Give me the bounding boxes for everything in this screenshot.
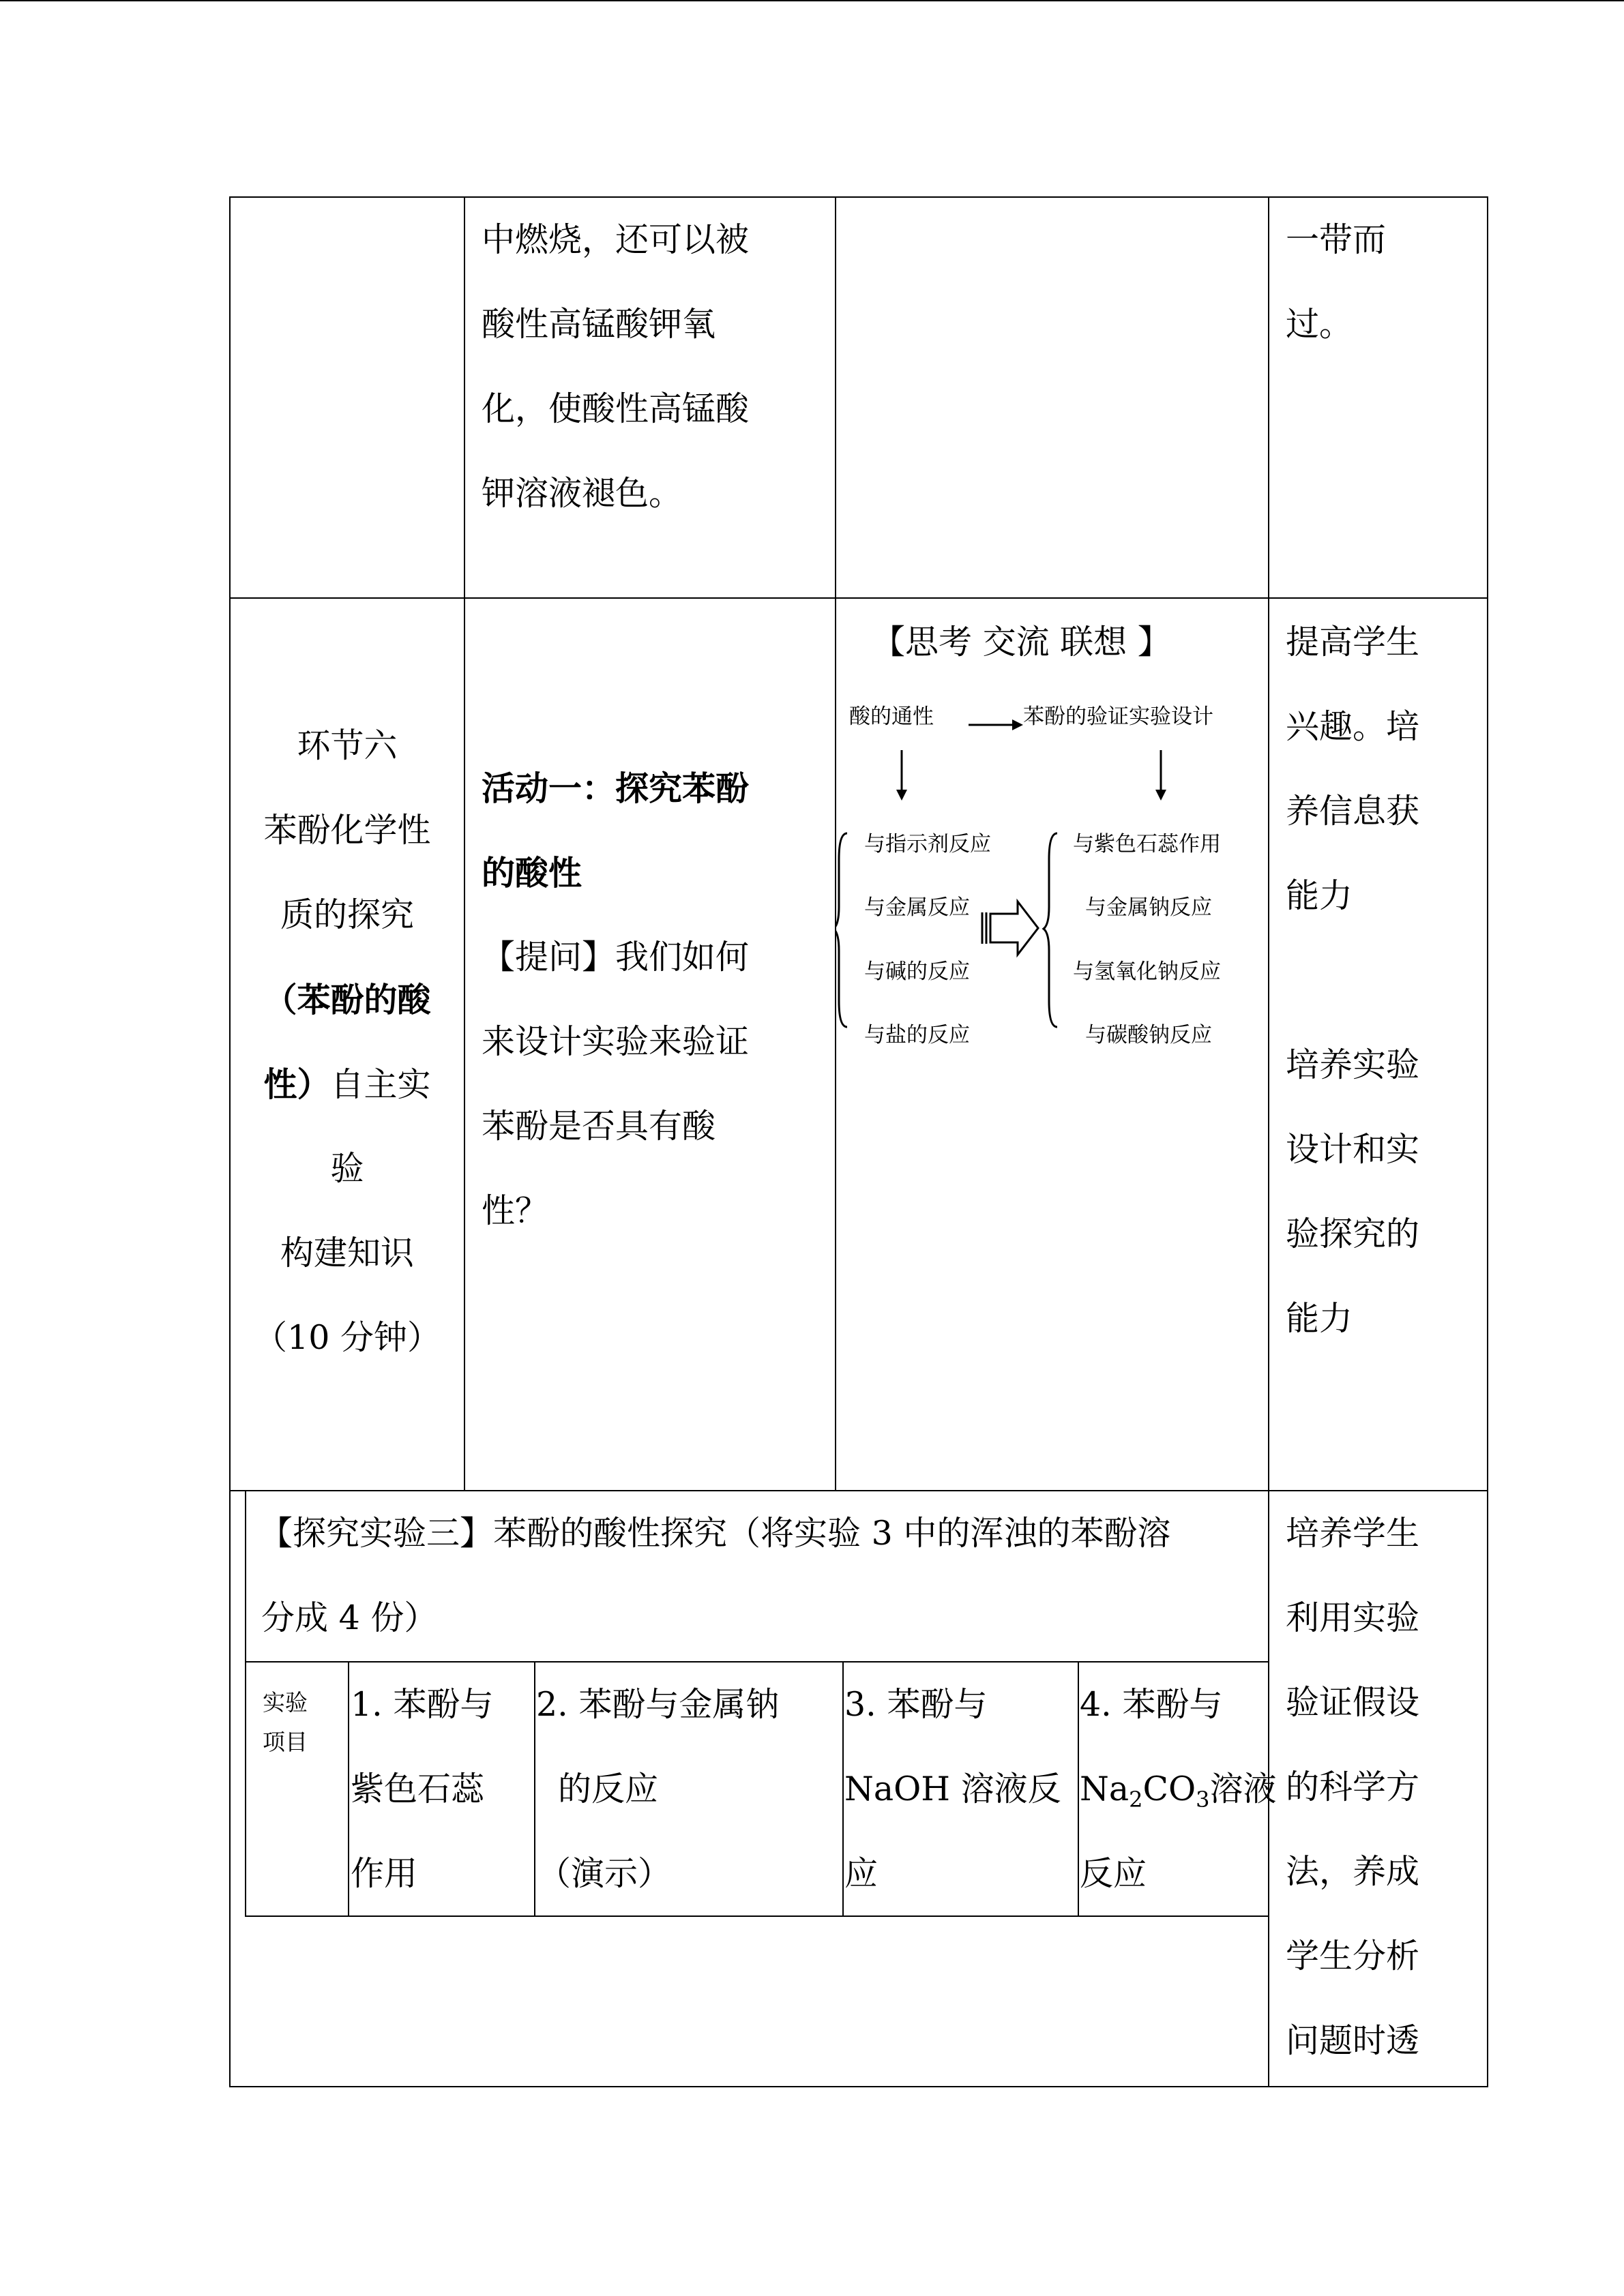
- diagram-right-item: 与紫色石蕊作用: [1073, 832, 1221, 856]
- design-intent-line: 验证假设: [1286, 1683, 1420, 1722]
- experiment-cell: NaOH 溶液反: [844, 1770, 1061, 1808]
- table-bottom-border: [229, 2086, 1488, 2087]
- inner-table-left: [245, 1491, 246, 1917]
- activity-title: 的酸性: [482, 853, 582, 893]
- diagram-right-item: 与氢氧化钠反应: [1073, 959, 1221, 984]
- activity-title: 活动一：探究苯酚: [482, 769, 750, 808]
- row1-text-line: 化，使酸性高锰酸: [482, 389, 750, 428]
- diagram-left-item: 与指示剂反应: [864, 832, 991, 856]
- think-discuss-heading: 【思考 交流 联想 】: [872, 623, 1171, 661]
- stage-label: 苯酚化学性: [263, 811, 431, 850]
- formula-subscript: 3: [1196, 1787, 1210, 1813]
- question-line: 苯酚是否具有酸: [482, 1107, 716, 1146]
- design-intent-line: 能力: [1286, 1299, 1353, 1338]
- experiment-intro: 分成 4 份）: [261, 1598, 438, 1637]
- stage-label: 验: [330, 1149, 364, 1188]
- diagram-arrows: [835, 682, 1269, 1064]
- inner-col-divider: [348, 1661, 349, 1917]
- design-intent-line: 验探究的: [1286, 1214, 1420, 1253]
- experiment-cell: 应: [844, 1854, 879, 1893]
- page-top-border: [0, 0, 1624, 1]
- inner-col-divider: [842, 1661, 844, 1917]
- stage-topic-bold: （苯酚的酸: [263, 980, 431, 1019]
- formula-subscript: 2: [1129, 1787, 1143, 1813]
- design-intent-line: 提高学生: [1286, 623, 1420, 661]
- stage-duration: （10 分钟）: [254, 1318, 441, 1357]
- question-line: 【提问】我们如何: [482, 938, 750, 976]
- design-intent-line: 兴趣。培: [1286, 707, 1420, 746]
- design-intent-line: 设计和实: [1286, 1130, 1420, 1169]
- design-intent-line: 养信息获: [1286, 792, 1420, 831]
- row1-text-line: 中燃烧，还可以被: [482, 220, 750, 259]
- design-intent-line: 的科学方: [1286, 1768, 1420, 1806]
- inner-col-divider: [534, 1661, 535, 1917]
- item-header: 项目: [263, 1729, 308, 1755]
- stage-label: 构建知识: [280, 1234, 414, 1272]
- row1-note-line: 过。: [1286, 305, 1353, 344]
- stage-topic-bold: 性）: [263, 1064, 331, 1104]
- design-intent-line: 培养实验: [1286, 1045, 1420, 1084]
- row1-note-line: 一带而: [1286, 220, 1387, 259]
- diagram-left-item: 与金属反应: [864, 895, 970, 920]
- design-intent-line: 能力: [1286, 876, 1353, 915]
- design-intent-line: 法，养成: [1286, 1852, 1420, 1891]
- design-intent-line: 培养学生: [1286, 1514, 1420, 1553]
- col-divider-1: [464, 196, 465, 1491]
- diagram-right-heading: 苯酚的验证实验设计: [1023, 704, 1213, 729]
- stage-topic-rest: 自主实: [330, 1065, 431, 1104]
- question-line: 来设计实验来验证: [482, 1022, 750, 1061]
- question-line: 性？: [482, 1191, 549, 1230]
- row-divider-1: [229, 597, 1488, 599]
- experiment-cell: 4. 苯酚与: [1080, 1685, 1223, 1724]
- experiment-cell: 2. 苯酚与金属钠: [536, 1685, 780, 1724]
- item-header: 实验: [263, 1689, 308, 1716]
- stage-topic-line: [231, 1042, 464, 1127]
- row1-text-line: 钾溶液褪色。: [482, 474, 683, 513]
- experiment-cell: 紫色石蕊: [351, 1770, 485, 1808]
- experiment-cell: 3. 苯酚与: [844, 1685, 988, 1724]
- diagram-right-item: 与金属钠反应: [1085, 895, 1212, 920]
- design-intent-line: 学生分析: [1286, 1937, 1420, 1976]
- formula-part: 溶液: [1209, 1770, 1277, 1808]
- experiment-intro: 【探究实验三】苯酚的酸性探究（将实验 3 中的浑浊的苯酚溶: [259, 1514, 1171, 1553]
- diagram-left-item: 与盐的反应: [864, 1023, 970, 1047]
- experiment-intro-clip: [231, 1491, 1268, 1576]
- design-intent-line: 问题时透: [1286, 2021, 1420, 2060]
- experiment-cell: [1080, 1747, 1277, 1832]
- diagram-left-heading: 酸的通性: [849, 704, 934, 729]
- diagram-right-item: 与碳酸钠反应: [1085, 1023, 1212, 1047]
- row1-text-line: 酸性高锰酸钾氧: [482, 305, 716, 344]
- stage-label: 质的探究: [280, 895, 414, 934]
- formula-part: Na: [1080, 1770, 1130, 1808]
- experiment-cell: 反应: [1080, 1854, 1147, 1893]
- stage-label: 环节六: [297, 726, 398, 765]
- diagram-left-item: 与碱的反应: [864, 959, 970, 984]
- inner-col-divider: [1078, 1661, 1079, 1917]
- formula-part: CO: [1142, 1770, 1196, 1808]
- experiment-cell: 的反应: [558, 1770, 659, 1808]
- experiment-cell: 作用: [351, 1854, 418, 1893]
- table-right-border: [1487, 196, 1488, 2087]
- design-intent-line: 利用实验: [1286, 1598, 1420, 1637]
- experiment-cell: （演示）: [537, 1854, 672, 1893]
- experiment-cell: 1. 苯酚与: [351, 1685, 494, 1724]
